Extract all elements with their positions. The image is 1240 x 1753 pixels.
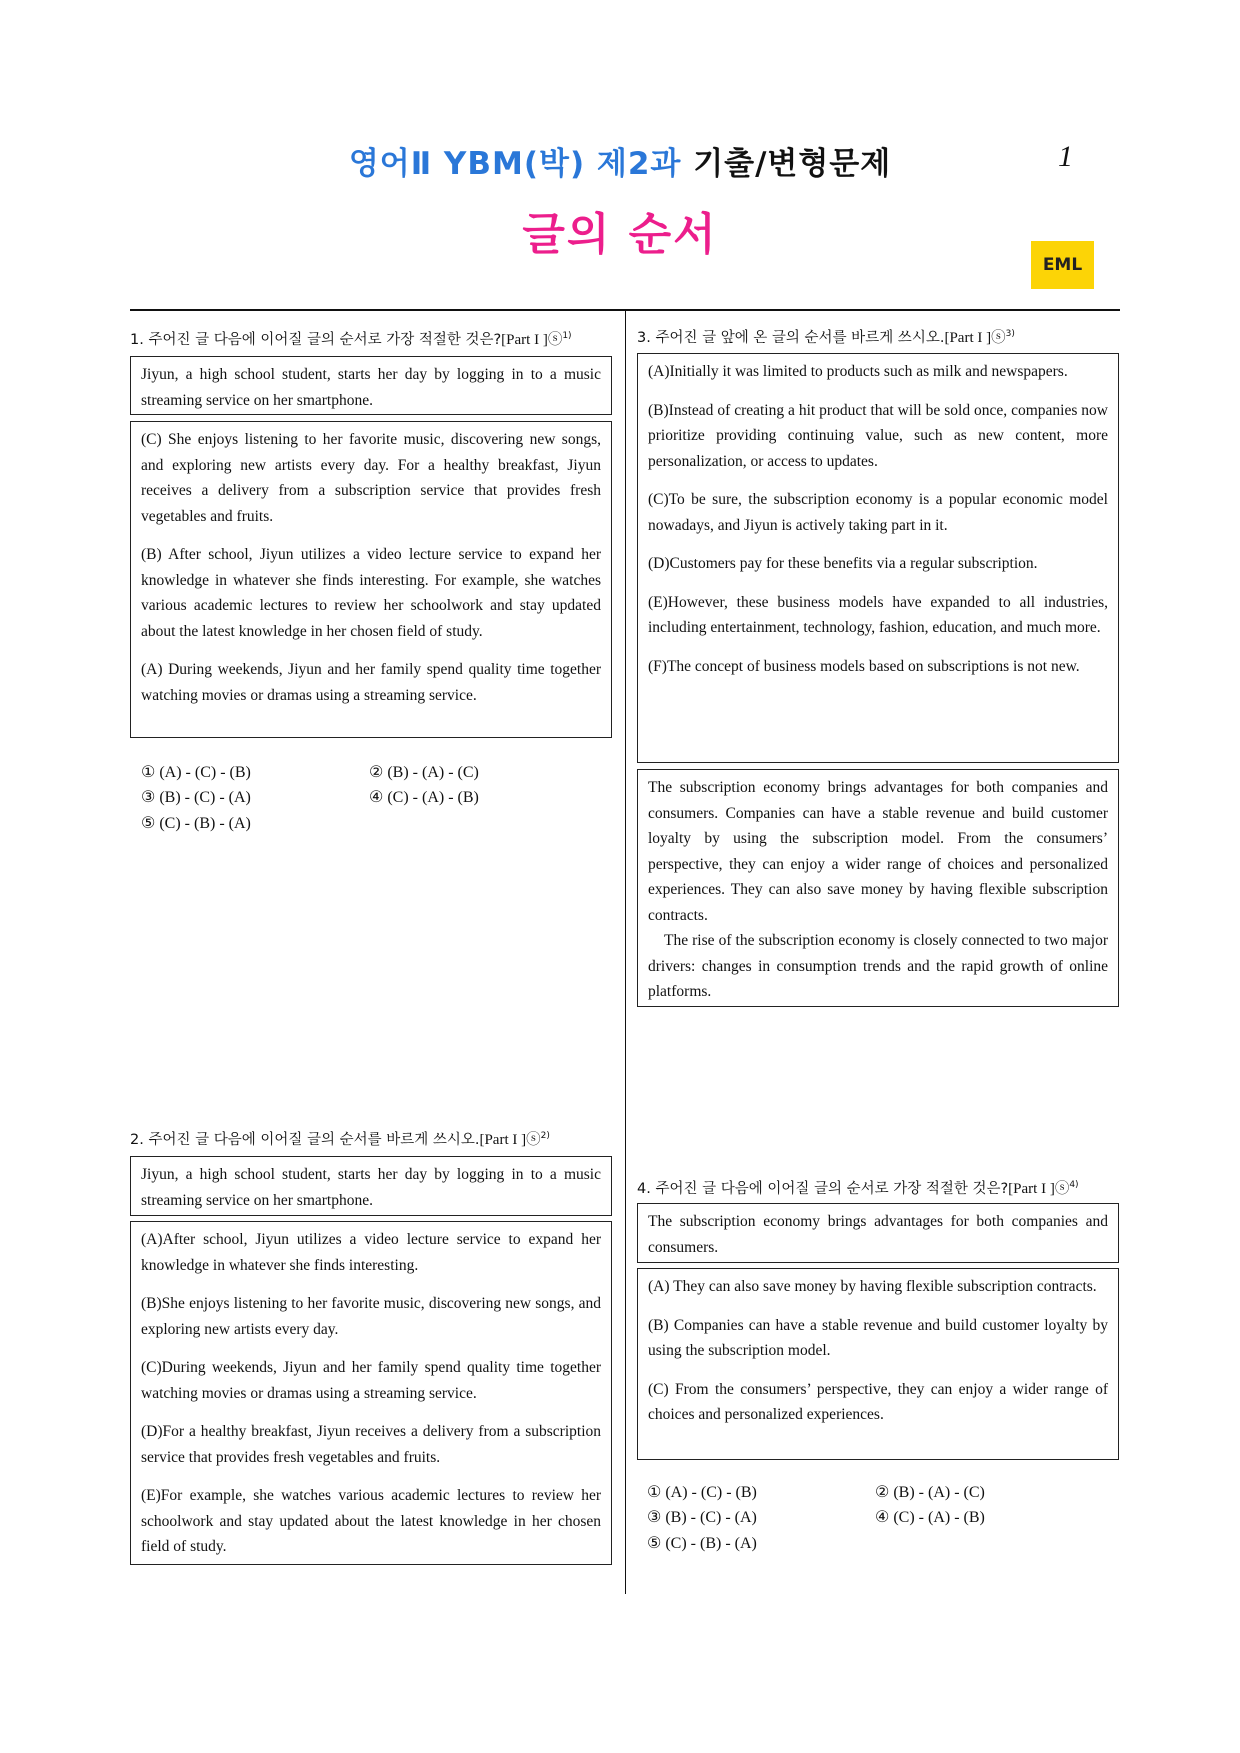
question-1-option-2[interactable]: ② (B) - (A) - (C) [369, 764, 479, 781]
question-2-given: Jiyun, a high school student, starts her day by logging in to a music streaming service on her smartphone. [141, 1166, 601, 1209]
document-subtitle: 글의 순서 [522, 209, 718, 260]
question-4-text: 4. 주어진 글 다음에 이어질 글의 순서로 가장 적절한 것은? [637, 1181, 1009, 1197]
page-number: 1 [1058, 140, 1073, 173]
question-3-paragraph-f: (F)The concept of business models based on subscriptions is not new. [648, 657, 1080, 675]
question-4-option-3[interactable]: ③ (B) - (C) - (A) [647, 1509, 757, 1526]
question-1-option-5[interactable]: ⑤ (C) - (B) - (A) [141, 815, 251, 832]
question-4-paragraph-b: (B) Companies can have a stable revenue and build customer loyalty by using the subscription model. [648, 1316, 1108, 1359]
eml-logo: EML [1031, 241, 1094, 289]
question-2-prompt [130, 1128, 550, 1149]
column-divider [625, 309, 626, 1594]
question-3-text: 3. 주어진 글 앞에 온 글의 순서를 바르게 쓰시오. [637, 330, 945, 346]
question-3-badge: ⓢ [991, 330, 1006, 346]
question-4-badge: ⓢ [1054, 1181, 1070, 1197]
question-2-paragraph-e: (E)For example, she watches various academic lectures to review her schoolwork and stay updated about the latest knowledge in her chosen field of study. [141, 1487, 601, 1555]
question-4-paragraphs-box [637, 1268, 1119, 1460]
document-title [0, 138, 1240, 183]
question-2-paragraph-a: (A)After school, Jiyun utilizes a video lecture service to expand her knowledge in whatever she finds interesting. [141, 1231, 601, 1274]
question-1-paragraphs-box [130, 421, 612, 738]
question-4-footnote: 4) [1069, 1180, 1079, 1191]
question-1-text: 1. 주어진 글 다음에 이어질 글의 순서로 가장 적절한 것은? [130, 332, 502, 348]
question-3-paragraph-e: (E)However, these business models have expanded to all industries, including entertainment, technology, fashion, education, and much more. [648, 593, 1108, 636]
question-4-option-4[interactable]: ④ (C) - (A) - (B) [875, 1509, 985, 1526]
question-4-paragraph-c: (C) From the consumers’ perspective, they can enjoy a wider range of choices and personalized experiences. [648, 1380, 1108, 1423]
question-4-option-2[interactable]: ② (B) - (A) - (C) [875, 1484, 985, 1501]
question-1-paragraph-a: (A) During weekends, Jiyun and her family spend quality time together watching movies or dramas using a streaming service. [141, 661, 601, 704]
question-2-paragraph-b: (B)She enjoys listening to her favorite music, discovering new songs, and exploring new artists every day. [141, 1295, 601, 1338]
question-3-prompt [637, 326, 1015, 347]
question-2-paragraphs-box [130, 1221, 612, 1565]
question-3-given-1: The subscription economy brings advantages for both companies and consumers. Companies can have a stable revenue and build customer loyalty by using the subscription model. From the consumers’ perspective, they can enjoy a wider range of choices and personalized experiences. They can also save money by having flexible subscription contracts. [648, 779, 1108, 924]
question-2-footnote: 2) [540, 1131, 550, 1142]
question-1-option-3[interactable]: ③ (B) - (C) - (A) [141, 789, 251, 806]
question-2-paragraph-c: (C)During weekends, Jiyun and her family spend quality time together watching movies or dramas using a streaming service. [141, 1359, 601, 1402]
question-1-footnote: 1) [562, 331, 572, 342]
question-2-given-box [130, 1156, 612, 1216]
question-2-text: 2. 주어진 글 다음에 이어질 글의 순서를 바르게 쓰시오. [130, 1132, 480, 1148]
question-1-option-1[interactable]: ① (A) - (C) - (B) [141, 764, 251, 781]
question-4-given: The subscription economy brings advantages for both companies and consumers. [648, 1213, 1108, 1256]
question-1-prompt [130, 328, 572, 349]
question-3-paragraph-a: (A)Initially it was limited to products such as milk and newspapers. [648, 363, 1068, 380]
question-1-given: Jiyun, a high school student, starts her day by logging in to a music streaming service on her smartphone. [141, 366, 601, 409]
question-4-given-box [637, 1203, 1119, 1263]
question-3-paragraph-c: (C)To be sure, the subscription economy is a popular economic model nowadays, and Jiyun is actively taking part in it. [648, 491, 1108, 534]
question-1-given-box [130, 356, 612, 415]
question-3-given-2: The rise of the subscription economy is closely connected to two major drivers: changes in consumption trends and the rapid growth of online platforms. [648, 932, 1108, 1000]
question-1-option-4[interactable]: ④ (C) - (A) - (B) [369, 789, 479, 806]
question-4-part: [Part I ] [1008, 1181, 1055, 1197]
question-4-prompt [637, 1177, 1079, 1198]
question-1-paragraph-c: (C) She enjoys listening to her favorite music, discovering new songs, and exploring new artists every day. For a healthy breakfast, Jiyun receives a delivery from a subscription service that provides fresh vegetables and fruits. [141, 431, 601, 525]
title-course: 영어Ⅱ YBM(박) 제2과 [348, 146, 682, 182]
question-3-given-box [637, 769, 1119, 1007]
question-4-option-5[interactable]: ⑤ (C) - (B) - (A) [647, 1535, 757, 1552]
question-3-paragraph-d: (D)Customers pay for these benefits via a regular subscription. [648, 555, 1038, 572]
question-2-badge: ⓢ [526, 1132, 541, 1148]
question-2-paragraph-d: (D)For a healthy breakfast, Jiyun receives a delivery from a subscription service that provides fresh vegetables and fruits. [141, 1423, 601, 1466]
question-4-option-1[interactable]: ① (A) - (C) - (B) [647, 1484, 757, 1501]
question-1-paragraph-b: (B) After school, Jiyun utilizes a video lecture service to expand her knowledge in whatever she finds interesting. For example, she watches various academic lectures to review her schoolwork and stay updated about the latest knowledge in her chosen field of study. [141, 546, 601, 640]
question-1-part: [Part I ] [501, 332, 548, 348]
question-3-paragraph-b: (B)Instead of creating a hit product that will be sold once, companies now prioritize providing continuing value, such as new content, more personalization, or access to updates. [648, 401, 1108, 470]
question-4-paragraph-a: (A) They can also save money by having flexible subscription contracts. [648, 1278, 1097, 1295]
title-type: 기출/변형문제 [693, 146, 892, 182]
question-3-footnote: 3) [1005, 329, 1015, 340]
question-3-paragraphs-box [637, 353, 1119, 763]
question-2-part: [Part I ] [479, 1132, 527, 1148]
question-3-part: [Part I ] [944, 330, 992, 346]
question-1-badge: ⓢ [547, 332, 563, 348]
